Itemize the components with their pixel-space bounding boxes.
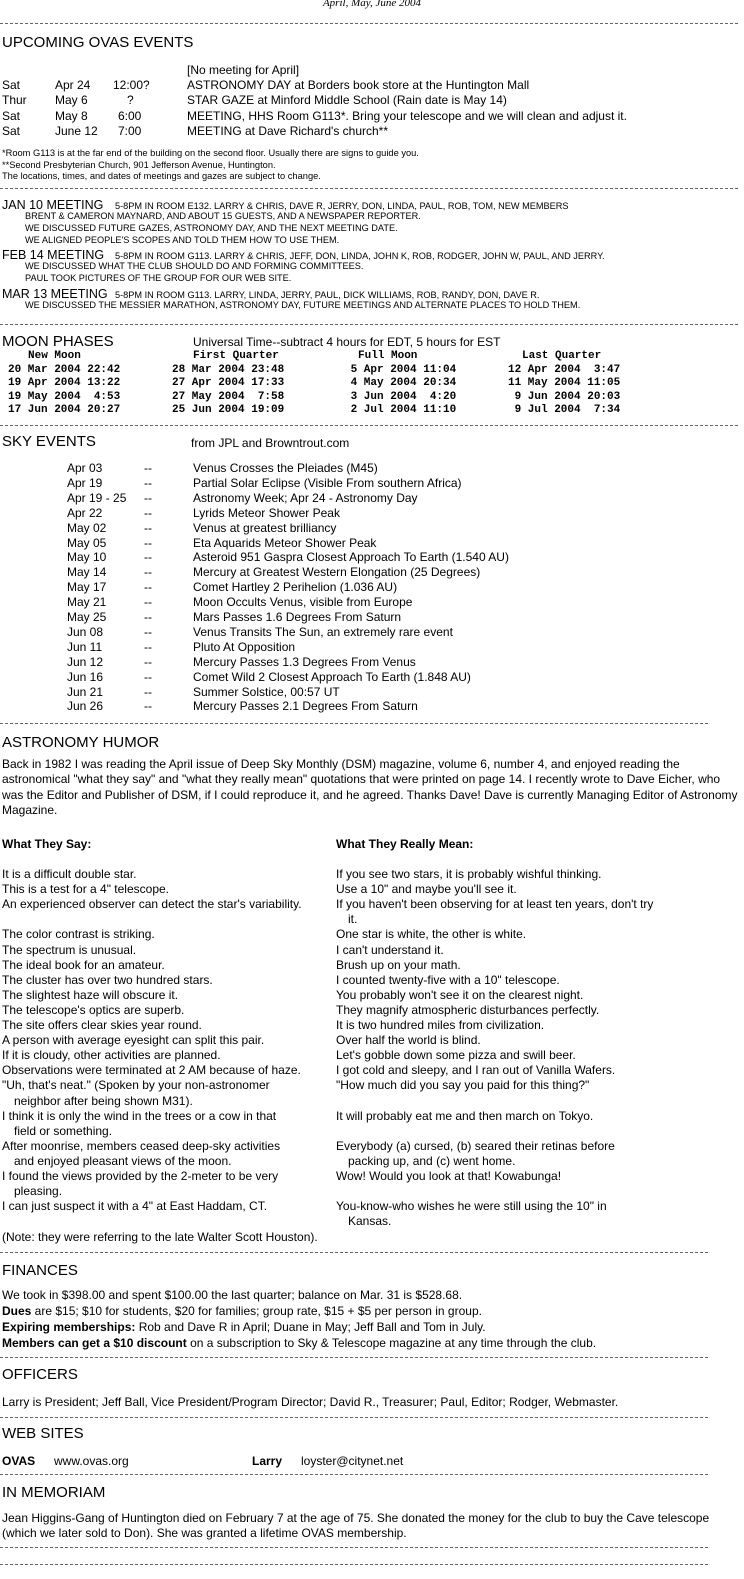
meeting-note: WE DISCUSSED WHAT THE CLUB SHOULD DO AND FORMING COMMITTEES. <box>25 261 364 272</box>
event-day: Sat <box>2 78 21 92</box>
section-title-upcoming: UPCOMING OVAS EVENTS <box>2 34 194 51</box>
sky-event-dash: -- <box>144 565 152 580</box>
sky-event-dash: -- <box>144 595 152 610</box>
sky-source: from JPL and Browntrout.com <box>191 436 350 450</box>
humor-say-line: I can just suspect it with a 4" at East Haddam, CT. <box>2 1199 268 1214</box>
web-label-larry: Larry <box>252 1454 283 1468</box>
officers-text: Larry is President; Jeff Ball, Vice President/Program Director; David R., Treasurer; Paul, Editor; Rodger, Webmaster. <box>2 1395 619 1409</box>
event-time: 7:00 <box>118 123 142 138</box>
sky-event-description: Lyrids Meteor Shower Peak <box>193 505 340 520</box>
sky-event-description: Comet Wild 2 Closest Approach To Earth (1.848 AU) <box>193 669 471 684</box>
moon-phase-cell: 20 Mar 2004 22:42 <box>8 364 121 376</box>
sky-event-date: Jun 11 <box>67 639 103 654</box>
sky-event-dash: -- <box>144 684 152 699</box>
humor-say-line: It is a difficult double star. <box>2 867 137 881</box>
section-divider <box>0 1357 708 1358</box>
moon-phase-cell: 9 Jul 2004 7:34 <box>508 404 621 417</box>
event-description: STAR GAZE at Minford Middle School (Rain date is May 14) <box>187 93 507 108</box>
meeting-heading: FEB 14 MEETING <box>2 248 105 263</box>
meeting-detail: 5-8PM IN ROOM E132. LARRY & CHRIS, DAVE R, JERRY, DON, LINDA, PAUL, ROB, TOM, NEW MEMBERS <box>115 201 569 211</box>
humor-mean-line: You probably won't see it on the clearest night. <box>336 987 584 1002</box>
humor-say-line: neighbor after being shown M31). <box>14 1093 193 1108</box>
meeting-heading: MAR 13 MEETING <box>2 287 108 301</box>
humor-say-line: The cluster has over two hundred stars. <box>2 972 213 987</box>
section-divider <box>0 188 738 189</box>
moon-phase-cell: 27 May 2004 7:58 <box>172 390 285 403</box>
humor-say-line: I think it is only the wind in the trees or a cow in that <box>2 1108 277 1123</box>
moon-phase-cell: 27 Apr 2004 17:33 <box>172 377 285 390</box>
upcoming-note: [No meeting for April] <box>187 63 300 77</box>
meeting-note: PAUL TOOK PICTURES OF THE GROUP FOR OUR WEB SITE. <box>25 273 292 284</box>
moon-phase-cell: 12 Apr 2004 3:47 <box>508 364 621 376</box>
sky-event-date: Jun 08 <box>67 624 104 639</box>
meeting-note: WE ALIGNED PEOPLE'S SCOPES AND TOLD THEM HOW TO USE THEM. <box>25 234 340 245</box>
moon-column-header: First Quarter <box>193 350 279 362</box>
web-link-larry[interactable]: loyster@citynet.net <box>301 1454 404 1468</box>
humor-mean-line: Wow! Would you look at that! Kowabunga! <box>336 1169 562 1183</box>
web-label-ovas: OVAS <box>2 1454 36 1468</box>
humor-say-line: and enjoyed pleasant views of the moon. <box>14 1153 232 1168</box>
humor-mean-line: It will probably eat me and then march on Tokyo. <box>336 1108 594 1123</box>
section-title-moon: MOON PHASES <box>2 333 114 350</box>
sky-event-date: Apr 03 <box>67 461 103 475</box>
humor-mean-line: If you see two stars, it is probably wishful thinking. <box>336 867 602 881</box>
sky-event-date: Apr 19 - 25 <box>67 490 127 505</box>
humor-mean-line: One star is white, the other is white. <box>336 927 527 942</box>
sky-event-date: Apr 22 <box>67 505 103 520</box>
sky-event-date: Jun 21 <box>67 684 104 699</box>
sky-event-date: Jun 12 <box>67 654 104 669</box>
section-title-web: WEB SITES <box>2 1425 84 1442</box>
sky-event-description: Venus at greatest brilliancy <box>193 520 337 535</box>
humor-intro: Back in 1982 I was reading the April issue of Deep Sky Monthly (DSM) magazine, volume 6, number 4, and enjoyed reading the astronomical "what they say" and "what they really mean" quotations that were printed on page 14. I recently wrote to Dave Eicher, who was the Editor and Publisher of DSM, if I could reproduce it, and he agreed. Thanks Dave! Dave is currently Managing Editor of Astronomy Magazine. <box>2 757 738 817</box>
finances-discount-label: Members can get a $10 discount <box>2 1336 187 1350</box>
upcoming-footnote: *Room G113 is at the far end of the building on the second floor. Usually there are signs to guide you. <box>2 148 419 158</box>
section-divider <box>0 723 708 724</box>
sky-event-description: Venus Transits The Sun, an extremely rare event <box>193 624 453 639</box>
humor-say-line: An experienced observer can detect the star's variability. <box>2 897 302 912</box>
section-title-officers: OFFICERS <box>2 1366 78 1383</box>
event-date: Apr 24 <box>55 78 91 92</box>
humor-note: (Note: they were referring to the late Walter Scott Houston). <box>2 1230 318 1244</box>
event-time: ? <box>127 93 134 108</box>
sky-event-dash: -- <box>144 490 152 505</box>
humor-mean-line: Let's gobble down some pizza and swill beer. <box>336 1048 576 1063</box>
humor-mean-line: Everybody (a) cursed, (b) seared their retinas before <box>336 1138 615 1153</box>
humor-mean-line: Use a 10" and maybe you'll see it. <box>336 882 517 897</box>
sky-event-description: Moon Occults Venus, visible from Europe <box>193 595 413 610</box>
sky-event-description: Eta Aquarids Meteor Shower Peak <box>193 535 377 550</box>
humor-say-line: The site offers clear skies year round. <box>2 1018 202 1032</box>
humor-column-left-header: What They Say: <box>2 837 92 851</box>
humor-mean-line: You-know-who wishes he were still using the 10" in <box>336 1199 607 1214</box>
humor-say-line: The telescope's optics are superb. <box>2 1002 185 1017</box>
moon-phase-cell: 19 May 2004 4:53 <box>8 390 121 403</box>
sky-event-dash: -- <box>144 654 152 669</box>
finances-discount <box>2 1336 596 1350</box>
moon-column-header: Last Quarter <box>522 350 602 362</box>
moon-phase-cell: 25 Jun 2004 19:09 <box>172 404 285 417</box>
meeting-note: BRENT & CAMERON MAYNARD, AND ABOUT 15 GUESTS, AND A NEWSPAPER REPORTER. <box>25 211 421 221</box>
humor-say-line: The spectrum is unusual. <box>2 942 137 957</box>
event-description: ASTRONOMY DAY at Borders book store at the Huntington Mall <box>187 78 530 92</box>
web-link-ovas[interactable]: www.ovas.org <box>54 1454 129 1468</box>
section-divider <box>0 324 738 325</box>
humor-say-line: The slightest haze will obscure it. <box>2 987 179 1002</box>
sky-event-dash: -- <box>144 699 152 714</box>
moon-column-header: New Moon <box>28 350 81 362</box>
humor-say-line: The ideal book for an amateur. <box>2 957 165 972</box>
section-title-memoriam: IN MEMORIAM <box>2 1484 106 1501</box>
humor-say-line: "Uh, that's neat." (Spoken by your non-astronomer <box>2 1078 270 1093</box>
section-title-finances: FINANCES <box>2 1262 78 1279</box>
humor-mean-line: It is two hundred miles from civilization. <box>336 1018 545 1032</box>
sky-event-date: Jun 16 <box>67 669 104 684</box>
event-date: May 8 <box>55 108 88 123</box>
section-divider <box>0 23 738 24</box>
sky-event-description: Asteroid 951 Gaspra Closest Approach To Earth (1.540 AU) <box>193 550 509 565</box>
sky-event-description: Mercury at Greatest Western Elongation (25 Degrees) <box>193 565 481 580</box>
meeting-detail: 5-8PM IN ROOM G113. LARRY & CHRIS, JEFF, DON, LINDA, JOHN K, ROB, RODGER, JOHN W, PAUL, AND JERRY. <box>115 251 605 262</box>
sky-event-dash: -- <box>144 550 152 565</box>
sky-event-dash: -- <box>144 535 152 550</box>
sky-event-description: Mercury Passes 2.1 Degrees From Saturn <box>193 699 418 714</box>
event-time: 6:00 <box>118 108 142 123</box>
sky-event-date: May 10 <box>67 550 107 565</box>
finances-dues-text: are $15; $10 for students, $20 for families; group rate, $15 + $5 per person in group. <box>31 1304 482 1318</box>
event-day: Sat <box>2 108 21 123</box>
finances-balance: We took in $398.00 and spent $100.00 the last quarter; balance on Mar. 31 is $528.68. <box>2 1288 463 1302</box>
section-divider <box>0 1564 708 1565</box>
sky-event-date: Apr 19 <box>67 475 103 490</box>
event-day: Sat <box>2 123 21 138</box>
humor-say-line: If it is cloudy, other activities are planned. <box>2 1048 221 1063</box>
upcoming-footnote: **Second Presbyterian Church, 901 Jefferson Avenue, Huntington. <box>2 159 276 170</box>
finances-dues <box>2 1304 482 1318</box>
sky-event-date: May 17 <box>67 580 107 595</box>
event-date: June 12 <box>55 123 98 138</box>
section-title-sky: SKY EVENTS <box>2 433 96 450</box>
meeting-detail: 5-8PM IN ROOM G113. LARRY, LINDA, JERRY, PAUL, DICK WILLIAMS, ROB, RANDY, DON, DAVE R. <box>115 290 540 300</box>
humor-say-line: This is a test for a 4" telescope. <box>2 882 170 897</box>
moon-phase-cell: 19 Apr 2004 13:22 <box>8 377 121 390</box>
section-divider <box>0 1417 708 1418</box>
moon-phase-cell: 17 Jun 2004 20:27 <box>8 404 121 417</box>
moon-phase-cell: 11 May 2004 11:05 <box>508 377 621 390</box>
moon-column-header: Full Moon <box>358 350 418 362</box>
moon-phase-cell: 5 Apr 2004 11:04 <box>344 364 457 376</box>
event-description: MEETING at Dave Richard's church** <box>187 123 389 138</box>
humor-mean-line: Kansas. <box>348 1214 392 1229</box>
sky-event-description: Venus Crosses the Pleiades (M45) <box>193 461 378 475</box>
moon-phase-cell: 28 Mar 2004 23:48 <box>172 364 285 376</box>
sky-event-dash: -- <box>144 610 152 624</box>
section-divider <box>0 1252 708 1253</box>
memoriam-text: Jean Higgins-Gang of Huntington died on February 7 at the age of 75. She donated the money for the club to buy the Cave telescope (which we later sold to Don). She was granted a lifetime OVAS membership. <box>2 1511 710 1541</box>
finances-expiring-text: Rob and Dave R in April; Duane in May; Jeff Ball and Tom in July. <box>135 1320 486 1334</box>
event-date: May 6 <box>55 93 88 108</box>
sky-event-date: May 02 <box>67 520 107 535</box>
finances-dues-label: Dues <box>2 1304 32 1318</box>
sky-event-date: Jun 26 <box>67 699 104 714</box>
sky-event-dash: -- <box>144 520 152 535</box>
humor-say-line: field or something. <box>14 1123 113 1138</box>
sky-event-dash: -- <box>144 580 152 595</box>
event-description: MEETING, HHS Room G113*. Bring your telescope and we will clean and adjust it. <box>187 108 627 123</box>
sky-event-dash: -- <box>144 461 152 475</box>
meeting-heading: JAN 10 MEETING <box>2 198 104 212</box>
sky-event-date: May 14 <box>67 565 107 580</box>
meeting-note: WE DISCUSSED FUTURE GAZES, ASTRONOMY DAY, AND THE NEXT MEETING DATE. <box>25 222 398 233</box>
humor-mean-line: Brush up on your math. <box>336 957 461 972</box>
humor-say-line: pleasing. <box>14 1184 63 1199</box>
issue-date-header: April, May, June 2004 <box>322 0 422 9</box>
humor-mean-line: They magnify atmospheric disturbances perfectly. <box>336 1002 600 1017</box>
sky-event-description: Pluto At Opposition <box>193 639 296 654</box>
sky-event-dash: -- <box>144 475 152 490</box>
finances-expiring <box>2 1320 486 1334</box>
sky-event-dash: -- <box>144 639 152 654</box>
sky-event-description: Summer Solstice, 00:57 UT <box>193 684 340 699</box>
sky-event-dash: -- <box>144 669 152 684</box>
finances-expiring-label: Expiring memberships: <box>2 1320 136 1334</box>
humor-say-line: After moonrise, members ceased deep-sky activities <box>2 1138 281 1153</box>
moon-phase-cell: 4 May 2004 20:34 <box>344 377 457 390</box>
moon-phase-cell: 2 Jul 2004 11:10 <box>344 404 457 417</box>
sky-event-description: Mars Passes 1.6 Degrees From Saturn <box>193 610 402 624</box>
sky-event-description: Mercury Passes 1.3 Degrees From Venus <box>193 654 416 669</box>
humor-mean-line: packing up, and (c) went home. <box>348 1153 516 1168</box>
sky-event-description: Comet Hartley 2 Perihelion (1.036 AU) <box>193 580 398 595</box>
section-title-humor: ASTRONOMY HUMOR <box>2 734 160 751</box>
section-divider <box>0 1547 708 1548</box>
humor-say-line: Observations were terminated at 2 AM because of haze. <box>2 1063 301 1078</box>
sky-event-dash: -- <box>144 505 152 520</box>
moon-phase-cell: 9 Jun 2004 20:03 <box>508 390 621 403</box>
sky-event-date: May 05 <box>67 535 107 550</box>
humor-mean-line: I can't understand it. <box>336 942 444 957</box>
finances-discount-text: on a subscription to Sky & Telescope magazine at any time through the club. <box>186 1336 597 1350</box>
event-time: 12:00? <box>113 78 150 92</box>
humor-mean-line: "How much did you say you paid for this thing?" <box>336 1078 590 1093</box>
section-divider <box>0 425 738 426</box>
sky-event-description: Astronomy Week; Apr 24 - Astronomy Day <box>193 490 418 505</box>
humor-column-right-header: What They Really Mean: <box>336 837 474 851</box>
humor-say-line: I found the views provided by the 2-meter to be very <box>2 1169 279 1183</box>
humor-say-line: A person with average eyesight can split this pair. <box>2 1033 265 1048</box>
humor-mean-line: it. <box>348 912 358 927</box>
sky-event-date: May 21 <box>67 595 107 610</box>
event-day: Thur <box>2 93 27 108</box>
sky-event-date: May 25 <box>67 610 107 624</box>
sky-event-dash: -- <box>144 624 152 639</box>
sky-event-description: Partial Solar Eclipse (Visible From southern Africa) <box>193 475 462 490</box>
humor-mean-line: I counted twenty-five with a 10" telescope. <box>336 972 560 987</box>
meeting-note: WE DISCUSSED THE MESSIER MARATHON, ASTRONOMY DAY, FUTURE MEETINGS AND ALTERNATE PLACES TO HOLD THEM. <box>25 300 581 310</box>
moon-phase-cell: 3 Jun 2004 4:20 <box>344 390 457 403</box>
humor-mean-line: If you haven't been observing for at least ten years, don't try <box>336 897 654 912</box>
moon-note: Universal Time--subtract 4 hours for EDT, 5 hours for EST <box>193 335 501 349</box>
upcoming-footnote: The locations, times, and dates of meetings and gazes are subject to change. <box>2 171 321 181</box>
humor-mean-line: I got cold and sleepy, and I ran out of Vanilla Wafers. <box>336 1063 616 1078</box>
humor-say-line: The color contrast is striking. <box>2 927 155 942</box>
humor-mean-line: Over half the world is blind. <box>336 1033 481 1048</box>
section-divider <box>0 1474 708 1475</box>
